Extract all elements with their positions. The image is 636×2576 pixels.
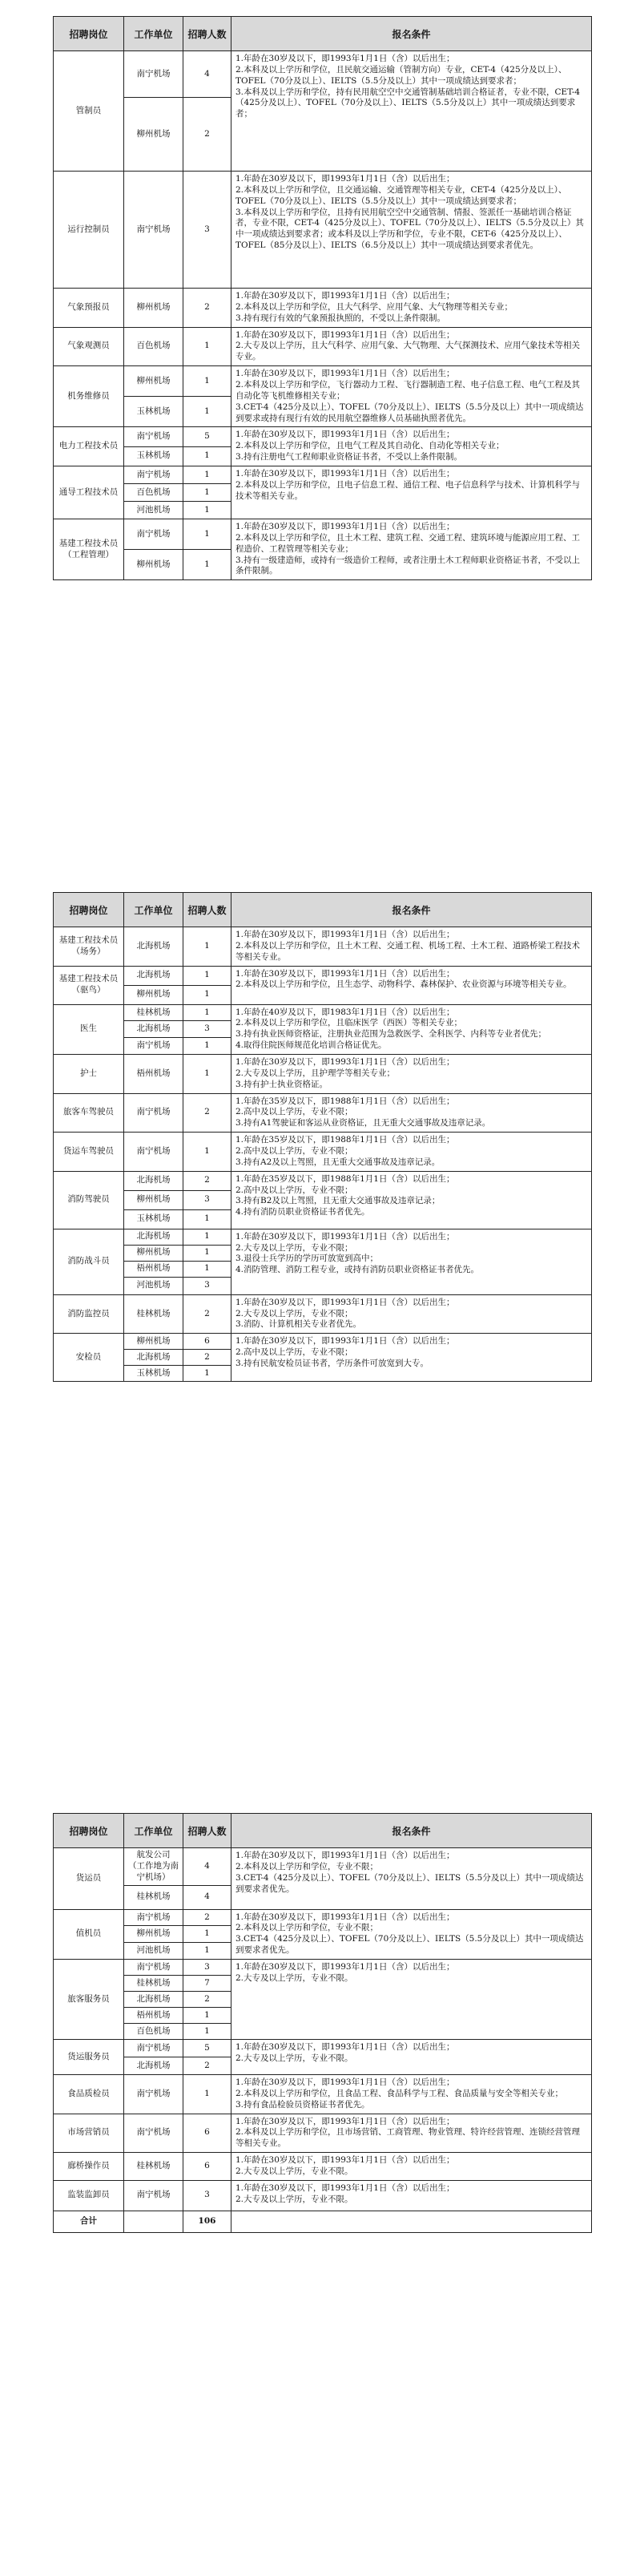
count-cell: 1 [183, 1133, 231, 1172]
unit-cell: 玉林机场 [124, 1366, 183, 1382]
header-row [54, 17, 592, 51]
unit-cell: 梧州机场 [124, 1261, 183, 1277]
count-cell: 3 [183, 172, 231, 289]
position-header: 招聘岗位 [54, 17, 124, 51]
unit-cell: 柳州机场 [124, 98, 183, 172]
unit-cell: 百色机场 [124, 327, 183, 366]
count-cell: 4 [183, 1885, 231, 1909]
table-row [54, 1909, 592, 1926]
table-row [54, 2075, 592, 2114]
table-row [54, 327, 592, 366]
requirements-cell: 1.年龄在35岁及以下，即1988年1月1日（含）以后出生； 2.高中及以上学历，专业不限； 3.持有A1驾驶证和客运从业资格证，且无重大交通事故及违章记录。 [231, 1093, 592, 1133]
position-cell: 值机员 [54, 1909, 124, 1959]
count-cell: 1 [183, 397, 231, 427]
count-cell: 1 [183, 1004, 231, 1021]
count-cell: 1 [183, 1209, 231, 1229]
requirements-cell: 1.年龄在30岁及以下，即1993年1月1日（含）以后出生； 2.本科及以上学历和学位，且大气科学、应用气象、大气物理等相关专业； 3.持有现行有效的气象预报执照的，不受以上条件限制。 [231, 289, 592, 328]
recruitment-table-page-3 [53, 1813, 592, 2233]
count-cell: 1 [183, 1038, 231, 1055]
count-header: 招聘人数 [183, 1814, 231, 1848]
count-cell: 1 [183, 366, 231, 397]
count-cell: 1 [183, 1245, 231, 1261]
header-row [54, 1814, 592, 1848]
header-row [54, 893, 592, 927]
unit-cell: 北海机场 [124, 1350, 183, 1366]
requirements-cell: 1.年龄在40岁及以下，即1983年1月1日（含）以后出生； 2.本科及以上学历和学位，且临床医学（西医）等相关专业； 3.持有执业医师资格证，注册执业范围为急救医学、全科医学、内科等专业者优先； 4.取得住院医师规范化培训合格证优先。 [231, 1004, 592, 1054]
count-cell: 1 [183, 466, 231, 484]
count-cell: 3 [183, 2180, 231, 2211]
unit-cell: 南宁机场 [124, 427, 183, 446]
table-row [54, 366, 592, 397]
total-unit-blank [124, 2211, 183, 2232]
requirements-cell: 1.年龄在30岁及以下，即1993年1月1日（含）以后出生； 2.本科及以上学历和学位，飞行器动力工程、飞行器制造工程、电子信息工程、电气工程及其自动化等飞机维修相关专业； 3.CET-4（425分及以上）、TOFEL（70分及以上）、IELTS（5.5分及以上）其中一项成绩达到要求或持有现行有效的民用航空器维修人员基础执照者优先。 [231, 366, 592, 427]
requirements-cell: 1.年龄在30岁及以下，即1993年1月1日（含）以后出生； 2.本科及以上学历和学位，且土木工程、交通工程、机场工程、土木工程、道路桥梁工程技术等相关专业。 [231, 927, 592, 967]
unit-cell: 柳州机场 [124, 1190, 183, 1209]
requirements-cell: 1.年龄在30岁及以下，即1993年1月1日（含）以后出生； 2.本科及以上学历和学位，且电气工程及其自动化、自动化等相关专业； 3.持有注册电气工程师职业资格证书者，不受以上条件限制。 [231, 427, 592, 466]
count-header: 招聘人数 [183, 17, 231, 51]
count-cell: 1 [183, 550, 231, 580]
count-cell: 3 [183, 1190, 231, 1209]
position-cell: 安检员 [54, 1334, 124, 1382]
table-row [54, 1294, 592, 1334]
unit-cell: 桂林机场 [124, 2153, 183, 2181]
requirements-cell: 1.年龄在30岁及以下，即1993年1月1日（含）以后出生； 2.本科及以上学历和学位，且电子信息工程、通信工程、电子信息科学与技术、计算机科学与技术等相关专业。 [231, 466, 592, 519]
requirements-cell: 1.年龄在30岁及以下，即1993年1月1日（含）以后出生； 2.大专及以上学历，专业不限。 [231, 1960, 592, 2040]
table-row [54, 2180, 592, 2211]
count-cell: 2 [183, 1992, 231, 2008]
table-row [54, 51, 592, 98]
count-cell: 1 [183, 1055, 231, 1094]
count-cell: 1 [183, 484, 231, 502]
requirements-cell: 1.年龄在30岁及以下，即1993年1月1日（含）以后出生； 2.大专及以上学历，且大气科学、应用气象、大气物理、大气探测技术、应用气象技术等相关专业。 [231, 327, 592, 366]
unit-cell: 桂林机场 [124, 1885, 183, 1909]
requirements-header: 报名条件 [231, 1814, 592, 1848]
requirements-cell: 1.年龄在30岁及以下，即1993年1月1日（含）以后出生； 2.大专及以上学历，专业不限； 3.退役士兵学历的学历可放宽到高中； 4.消防管理、消防工程专业，或持有消防员职业资格证书者优先。 [231, 1229, 592, 1294]
position-cell: 消防驾驶员 [54, 1171, 124, 1229]
count-cell: 1 [183, 2008, 231, 2024]
position-cell: 基建工程技术员 （工程管理） [54, 519, 124, 580]
table-row [54, 1055, 592, 1094]
position-cell: 市场营销员 [54, 2114, 124, 2153]
recruitment-table-page-1 [53, 16, 592, 580]
total-req-blank [231, 2211, 592, 2232]
unit-cell: 北海机场 [124, 1021, 183, 1038]
unit-cell: 桂林机场 [124, 1004, 183, 1021]
requirements-cell: 1.年龄在30岁及以下，即1993年1月1日（含）以后出生； 2.本科及以上学历和学位，专业不限； 3.CET-4（425分及以上）、TOFEL（70分及以上）、IELTS（5.5分及以上）其中一项成绩达到要求者优先。 [231, 1848, 592, 1910]
unit-cell: 南宁机场 [124, 2040, 183, 2057]
table-row [54, 2040, 592, 2057]
unit-cell: 北海机场 [124, 1171, 183, 1190]
table-row [54, 2114, 592, 2153]
requirements-header: 报名条件 [231, 893, 592, 927]
table-row [54, 1004, 592, 1021]
unit-cell: 南宁机场 [124, 2180, 183, 2211]
count-cell: 5 [183, 427, 231, 446]
requirements-cell: 1.年龄在30岁及以下，即1993年1月1日（含）以后出生； 2.高中及以上学历，专业不限； 3.持有民航安检员证书者，学历条件可放宽到大专。 [231, 1334, 592, 1382]
table-row [54, 2153, 592, 2181]
unit-cell: 南宁机场 [124, 1133, 183, 1172]
requirements-cell: 1.年龄在30岁及以下，即1993年1月1日（含）以后出生； 2.大专及以上学历，专业不限。 [231, 2180, 592, 2211]
requirements-cell: 1.年龄在30岁及以下，即1993年1月1日（含）以后出生； 2.本科及以上学历和学位，且土木工程、建筑工程、交通工程、建筑环境与能源应用工程、工程造价、工程管理等相关专业； 3.持有一级建造师，或持有一级造价工程师，或者注册土木工程师职业资格证书者，不受以上条件限制。 [231, 519, 592, 580]
requirements-header: 报名条件 [231, 17, 592, 51]
unit-cell: 南宁机场 [124, 2075, 183, 2114]
count-cell: 1 [183, 966, 231, 985]
count-cell: 1 [183, 1926, 231, 1943]
count-cell: 6 [183, 1334, 231, 1350]
unit-header: 工作单位 [124, 893, 183, 927]
unit-cell: 桂林机场 [124, 1294, 183, 1334]
count-cell: 1 [183, 327, 231, 366]
total-label: 合计 [54, 2211, 124, 2232]
unit-cell: 南宁机场 [124, 172, 183, 289]
unit-cell: 南宁机场 [124, 2114, 183, 2153]
unit-cell: 梧州机场 [124, 1055, 183, 1094]
position-cell: 基建工程技术员 （驱鸟） [54, 966, 124, 1004]
position-cell: 货运员 [54, 1848, 124, 1910]
position-cell: 消防战斗员 [54, 1229, 124, 1294]
position-header: 招聘岗位 [54, 1814, 124, 1848]
count-cell: 1 [183, 1229, 231, 1245]
count-cell: 3 [183, 1960, 231, 1976]
unit-cell: 北海机场 [124, 1229, 183, 1245]
count-cell: 1 [183, 1261, 231, 1277]
requirements-cell: 1.年龄在30岁及以下，即1993年1月1日（含）以后出生； 2.大专及以上学历，专业不限。 [231, 2153, 592, 2181]
position-cell: 旅客车驾驶员 [54, 1093, 124, 1133]
unit-cell: 北海机场 [124, 966, 183, 985]
table-row [54, 1133, 592, 1172]
unit-cell: 柳州机场 [124, 1926, 183, 1943]
position-cell: 消防监控员 [54, 1294, 124, 1334]
unit-cell: 南宁机场 [124, 466, 183, 484]
position-cell: 护士 [54, 1055, 124, 1094]
requirements-cell: 1.年龄在30岁及以下，即1993年1月1日（含）以后出生； 2.大专及以上学历，专业不限。 [231, 2040, 592, 2075]
count-cell: 1 [183, 2024, 231, 2040]
unit-cell: 百色机场 [124, 484, 183, 502]
unit-cell: 梧州机场 [124, 2008, 183, 2024]
unit-cell: 百色机场 [124, 2024, 183, 2040]
unit-cell: 柳州机场 [124, 1334, 183, 1350]
unit-cell: 河池机场 [124, 1277, 183, 1294]
count-cell: 3 [183, 1021, 231, 1038]
table-row [54, 966, 592, 985]
unit-cell: 航发公司 （工作地为南宁机场） [124, 1848, 183, 1886]
unit-cell: 南宁机场 [124, 51, 183, 98]
table-row [54, 1171, 592, 1190]
unit-cell: 南宁机场 [124, 519, 183, 550]
table-row [54, 1334, 592, 1350]
count-cell: 7 [183, 1976, 231, 1992]
requirements-cell: 1.年龄在30岁及以下，即1993年1月1日（含）以后出生； 2.本科及以上学历和学位，且民航交通运输（管制方向）专业，CET-4（425分及以上）、TOFEL（70分及以上）、IELTS（5.5分及以上）其中一项成绩达到要求者； 3.本科及以上学历和学位，持有民用航空空中交通管制基础培训合格证者，专业不限，CET-4（425分及以上）、TOFEL（70分及以上）、IELTS（5.5分及以上）其中一项成绩达到要求者； [231, 51, 592, 172]
requirements-cell: 1.年龄在30岁及以下，即1993年1月1日（含）以后出生； 2.本科及以上学历和学位，且生态学、动物科学、森林保护、农业资源与环境等相关专业。 [231, 966, 592, 1004]
position-cell: 货运车驾驶员 [54, 1133, 124, 1172]
position-cell: 旅客服务员 [54, 1960, 124, 2040]
count-cell: 1 [183, 985, 231, 1004]
table-row [54, 927, 592, 967]
unit-cell: 南宁机场 [124, 1909, 183, 1926]
table-row [54, 172, 592, 289]
unit-cell: 玉林机场 [124, 446, 183, 466]
requirements-cell: 1.年龄在30岁及以下，即1993年1月1日（含）以后出生； 2.本科及以上学历和学位，且交通运输、交通管理等相关专业，CET-4（425分及以上）、TOFEL（70分及以上）、IELTS（5.5分及以上）其中一项成绩达到要求者； 3.本科及以上学历和学位，且持有民用航空空中交通管制、情报、签派任一基础培训合格证者，专业不限，CET-4（425分及以上）、TOFEL（70分及以上）、IELTS（5.5分及以上）其中一项成绩达到要求者；或本科及以上学历和学位，专业不限，CET-6（425分及以上）、TOFEL（85分及以上）、IELTS（6.5分及以上）其中一项成绩达到要求者优先。 [231, 172, 592, 289]
table-row [54, 1960, 592, 1976]
unit-cell: 河池机场 [124, 1943, 183, 1960]
count-cell: 1 [183, 1366, 231, 1382]
requirements-cell: 1.年龄在35岁及以下，即1988年1月1日（含）以后出生； 2.高中及以上学历，专业不限； 3.持有B2及以上驾照，且无重大交通事故及违章记录； 4.持有消防员职业资格证书者优先。 [231, 1171, 592, 1229]
table-row [54, 466, 592, 484]
count-cell: 2 [183, 98, 231, 172]
unit-cell: 北海机场 [124, 2057, 183, 2075]
count-cell: 1 [183, 2075, 231, 2114]
position-cell: 监装监卸员 [54, 2180, 124, 2211]
position-cell: 通导工程技术员 [54, 466, 124, 519]
unit-header: 工作单位 [124, 1814, 183, 1848]
position-cell: 气象观测员 [54, 327, 124, 366]
count-cell: 2 [183, 289, 231, 328]
position-cell: 基建工程技术员 （场务） [54, 927, 124, 967]
count-cell: 1 [183, 927, 231, 967]
table-row [54, 519, 592, 550]
table-row [54, 1229, 592, 1245]
recruitment-table-page-2 [53, 892, 592, 1382]
position-cell: 气象预报员 [54, 289, 124, 328]
position-cell: 医生 [54, 1004, 124, 1054]
count-cell: 4 [183, 51, 231, 98]
count-cell: 1 [183, 446, 231, 466]
count-cell: 2 [183, 2057, 231, 2075]
table-row [54, 427, 592, 446]
count-header: 招聘人数 [183, 893, 231, 927]
unit-cell: 玉林机场 [124, 1209, 183, 1229]
count-cell: 1 [183, 519, 231, 550]
position-cell: 运行控制员 [54, 172, 124, 289]
position-cell: 机务维修员 [54, 366, 124, 427]
unit-cell: 柳州机场 [124, 366, 183, 397]
total-count: 106 [183, 2211, 231, 2232]
requirements-cell: 1.年龄在30岁及以下，即1993年1月1日（含）以后出生； 2.本科及以上学历和学位，且食品工程、食品科学与工程、食品质量与安全等相关专业； 3.持有食品检验员资格证书者优先。 [231, 2075, 592, 2114]
position-cell: 货运服务员 [54, 2040, 124, 2075]
count-cell: 2 [183, 1171, 231, 1190]
unit-cell: 柳州机场 [124, 985, 183, 1004]
count-cell: 6 [183, 2114, 231, 2153]
unit-cell: 南宁机场 [124, 1038, 183, 1055]
count-cell: 6 [183, 2153, 231, 2181]
total-row [54, 2211, 592, 2232]
count-cell: 1 [183, 1943, 231, 1960]
unit-cell: 南宁机场 [124, 1960, 183, 1976]
count-cell: 2 [183, 1350, 231, 1366]
unit-cell: 柳州机场 [124, 1245, 183, 1261]
table-row [54, 289, 592, 328]
count-cell: 3 [183, 1277, 231, 1294]
unit-cell: 柳州机场 [124, 289, 183, 328]
unit-cell: 北海机场 [124, 927, 183, 967]
requirements-cell: 1.年龄在30岁及以下，即1993年1月1日（含）以后出生； 2.大专及以上学历，且护理学等相关专业； 3.持有护士执业资格证。 [231, 1055, 592, 1094]
count-cell: 1 [183, 502, 231, 519]
unit-cell: 南宁机场 [124, 1093, 183, 1133]
unit-cell: 河池机场 [124, 502, 183, 519]
requirements-cell: 1.年龄在30岁及以下，即1993年1月1日（含）以后出生； 2.本科及以上学历和学位，且市场营销、工商管理、物业管理、特许经营管理、连锁经营管理等相关专业。 [231, 2114, 592, 2153]
count-cell: 5 [183, 2040, 231, 2057]
position-cell: 食品质检员 [54, 2075, 124, 2114]
position-cell: 管制员 [54, 51, 124, 172]
count-cell: 2 [183, 1294, 231, 1334]
requirements-cell: 1.年龄在30岁及以下，即1993年1月1日（含）以后出生； 2.本科及以上学历和学位，专业不限； 3.CET-4（425分及以上）、TOFEL（70分及以上）、IELTS（5.5分及以上）其中一项成绩达到要求者优先。 [231, 1909, 592, 1959]
position-cell: 廊桥操作员 [54, 2153, 124, 2181]
count-cell: 4 [183, 1848, 231, 1886]
table-row [54, 1848, 592, 1886]
unit-cell: 玉林机场 [124, 397, 183, 427]
requirements-cell: 1.年龄在35岁及以下，即1988年1月1日（含）以后出生； 2.高中及以上学历，专业不限； 3.持有A2及以上驾照，且无重大交通事故及违章记录。 [231, 1133, 592, 1172]
requirements-cell: 1.年龄在30岁及以下，即1993年1月1日（含）以后出生； 2.大专及以上学历，专业不限； 3.消防、计算机相关专业者优先。 [231, 1294, 592, 1334]
position-header: 招聘岗位 [54, 893, 124, 927]
unit-cell: 柳州机场 [124, 550, 183, 580]
position-cell: 电力工程技术员 [54, 427, 124, 466]
unit-cell: 北海机场 [124, 1992, 183, 2008]
unit-cell: 桂林机场 [124, 1976, 183, 1992]
count-cell: 2 [183, 1909, 231, 1926]
unit-header: 工作单位 [124, 17, 183, 51]
count-cell: 2 [183, 1093, 231, 1133]
table-row [54, 1093, 592, 1133]
